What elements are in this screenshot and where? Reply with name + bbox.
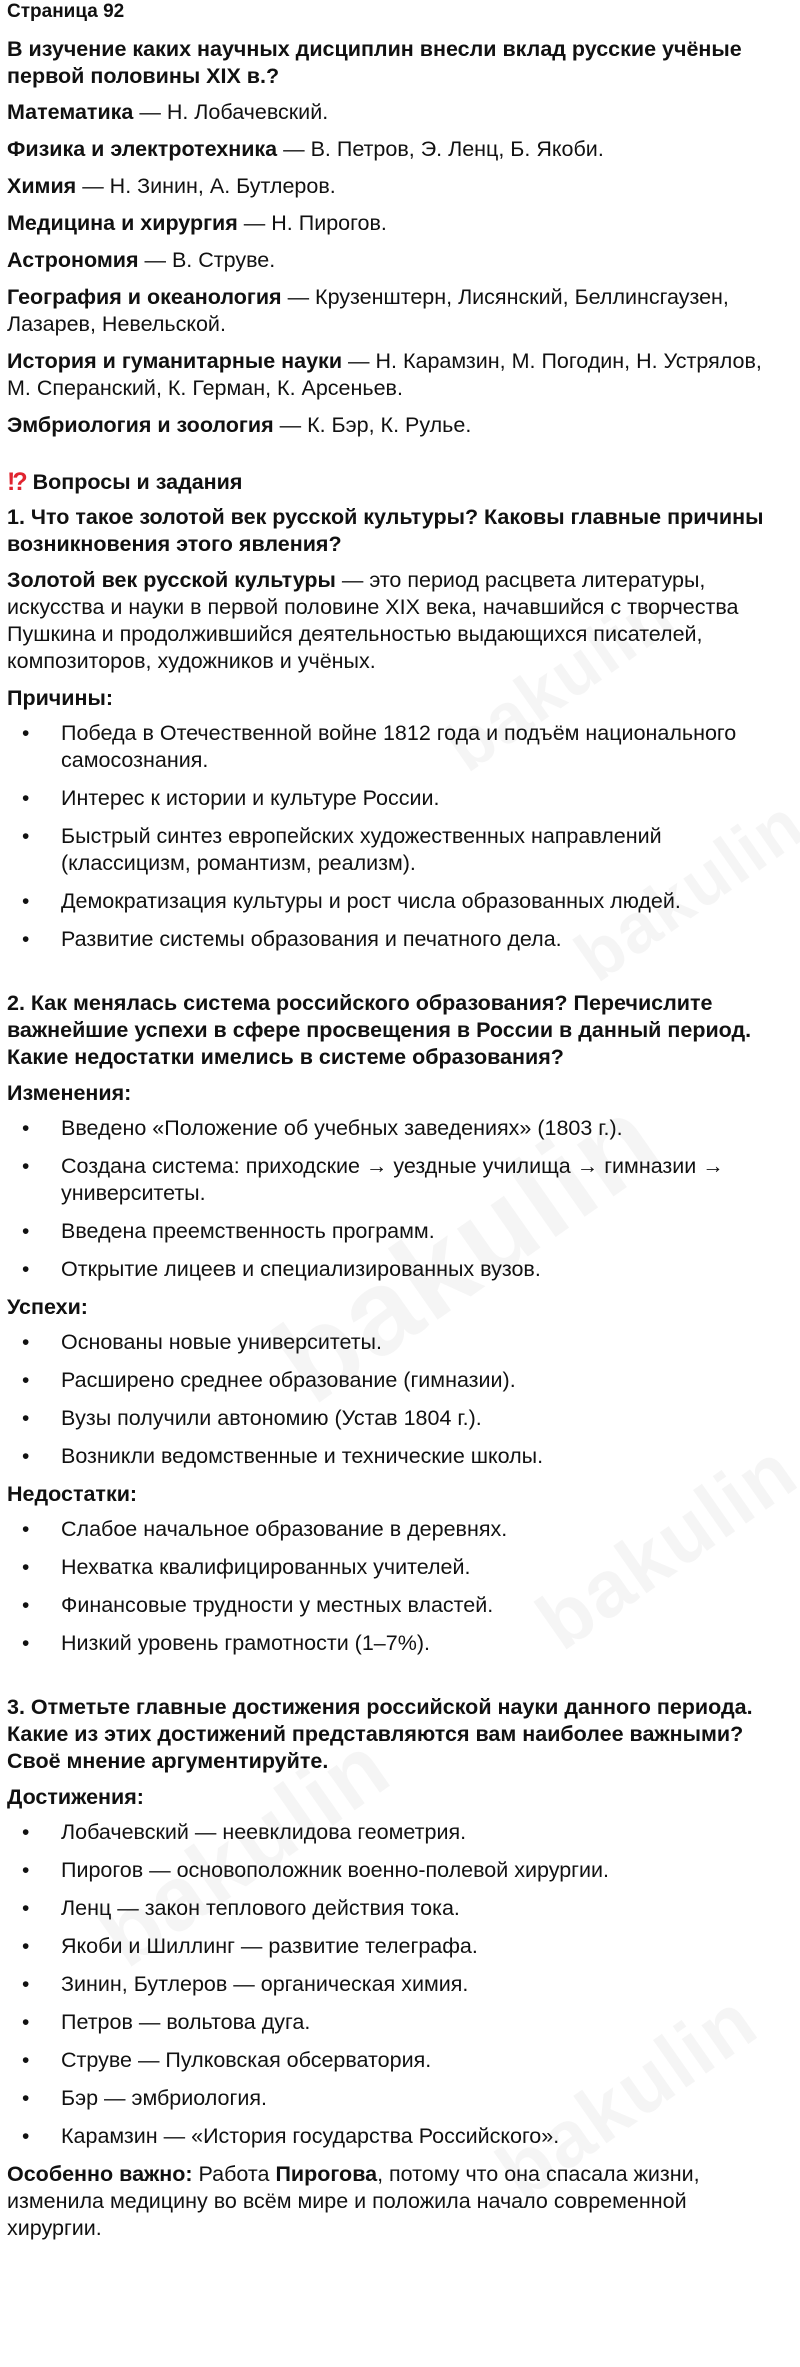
discipline-term: Физика и электротехника (7, 137, 278, 161)
list-item: • Демократизация культуры и рост числа образованных людей. (7, 888, 786, 915)
list-item: • Пирогов — основоположник военно-полевой хирургии. (7, 1857, 786, 1884)
answer-1-term: Золотой век русской культуры (7, 568, 336, 592)
question-1: 1. Что такое золотой век русской культуры? Каковы главные причины возникновения этого явления? (7, 505, 764, 556)
spacer (7, 1668, 786, 1694)
spacer (7, 964, 786, 990)
list-item: • Развитие системы образования и печатного дела. (7, 926, 786, 953)
important-name: Пирогова (275, 2162, 378, 2186)
discipline-term: Астрономия (7, 248, 139, 272)
list-item: • Петров — вольтова дуга. (7, 2009, 786, 2036)
list-item: • Нехватка квалифицированных учителей. (7, 1554, 786, 1581)
discipline-scientists: — Н. Зинин, А. Бутлеров. (76, 174, 336, 198)
intro-question: В изучение каких научных дисциплин внесли вклад русские учёные первой половины XIX в.? (7, 37, 742, 88)
list-item: • Слабое начальное образование в деревнях. (7, 1516, 786, 1543)
list-item: • Создана система: приходские → уездные училища → гимназии → университеты. (7, 1153, 786, 1207)
causes-list (7, 720, 786, 953)
question-2: 2. Как менялась система российского образования? Перечислите важнейшие успехи в сфере просвещения в России в данный период. Какие недостатки имелись в системе образования? (7, 991, 752, 1069)
changes-list (7, 1115, 786, 1283)
discipline-scientists: — Н. Пирогов. (237, 211, 387, 235)
list-item: • Быстрый синтез европейских художественных направлений (классицизм, романтизм, реализм). (7, 823, 786, 877)
list-item: • Введено «Положение об учебных заведениях» (1803 г.). (7, 1115, 786, 1142)
list-item: • Открытие лицеев и специализированных вузов. (7, 1256, 786, 1283)
list-item: • Ленц — закон теплового действия тока. (7, 1895, 786, 1922)
discipline-term: История и гуманитарные науки (7, 349, 343, 373)
list-item: • Основаны новые университеты. (7, 1329, 786, 1356)
list-item: • Введена преемственность программ. (7, 1218, 786, 1245)
discipline-entry (7, 173, 786, 200)
page-number-label: Страница 92 (7, 1, 125, 22)
answer-1 (7, 567, 786, 675)
list-item: • Зинин, Бутлеров — органическая химия. (7, 1971, 786, 1998)
discipline-entry (7, 348, 786, 402)
list-item: • Вузы получили автономию (Устав 1804 г.). (7, 1405, 786, 1432)
discipline-term: Эмбриология и зоология (7, 413, 274, 437)
discipline-scientists: — Н. Карамзин, М. Погодин, Н. Устрялов, М. Сперанский, К. Герман, К. Арсеньев. (7, 349, 762, 400)
discipline-scientists: — К. Бэр, К. Рулье. (273, 413, 472, 437)
important-pre: Работа (192, 2162, 276, 2186)
list-item: • Лобачевский — неевклидова геометрия. (7, 1819, 786, 1846)
discipline-scientists: — Крузенштерн, Лисянский, Беллинсгаузен, Лазарев, Невельской. (7, 285, 729, 336)
section-header (7, 469, 786, 496)
discipline-term: Математика (7, 100, 134, 124)
discipline-term: Медицина и хирургия (7, 211, 238, 235)
discipline-scientists: — В. Струве. (138, 248, 276, 272)
list-item: • Возникли ведомственные и технические школы. (7, 1443, 786, 1470)
list-item: • Низкий уровень грамотности (1–7%). (7, 1630, 786, 1657)
successes-heading: Успехи: (7, 1295, 88, 1319)
exclamation-question-icon: !? (7, 468, 25, 496)
discipline-scientists: — В. Петров, Э. Ленц, Б. Якоби. (277, 137, 604, 161)
changes-heading: Изменения: (7, 1081, 132, 1105)
list-item: • Интерес к истории и культуре России. (7, 785, 786, 812)
flaws-list (7, 1516, 786, 1657)
discipline-scientists: — Н. Лобачевский. (133, 100, 329, 124)
important-label: Особенно важно: (7, 2162, 193, 2186)
list-item: • Победа в Отечественной войне 1812 года и подъём национального самосознания. (7, 720, 786, 774)
list-item: • Якоби и Шиллинг — развитие телеграфа. (7, 1933, 786, 1960)
important-post: , потому что она спасала жизни, изменила медицину во всём мире и положила начало современной хирургии. (7, 2162, 700, 2240)
discipline-term: География и океанология (7, 285, 282, 309)
achievements-list (7, 1819, 786, 2150)
list-item: • Финансовые трудности у местных властей. (7, 1592, 786, 1619)
question-3: 3. Отметьте главные достижения российской науки данного периода. Какие из этих достижений представляются вам наиболее важными? Своё мнение аргументируйте. (7, 1695, 753, 1773)
discipline-entry (7, 247, 786, 274)
list-item: • Карамзин — «История государства Российского». (7, 2123, 786, 2150)
causes-heading: Причины: (7, 686, 114, 710)
section-title: Вопросы и задания (32, 470, 243, 494)
discipline-entry (7, 284, 786, 338)
flaws-heading: Недостатки: (7, 1482, 138, 1506)
discipline-entry (7, 136, 786, 163)
discipline-entry (7, 412, 786, 439)
discipline-entry (7, 210, 786, 237)
list-item: • Расширено среднее образование (гимназии). (7, 1367, 786, 1394)
discipline-term: Химия (7, 174, 77, 198)
list-item: • Струве — Пулковская обсерватория. (7, 2047, 786, 2074)
successes-list (7, 1329, 786, 1470)
list-item: • Бэр — эмбриология. (7, 2085, 786, 2112)
achievements-heading: Достижения: (7, 1785, 144, 1809)
discipline-entry (7, 99, 786, 126)
answer-1-text: — это период расцвета литературы, искусства и науки в первой половине XIX века, начавшийся с творчества Пушкина и продолжившийся деятельностью выдающихся писателей, композиторов, художников и учёных. (7, 568, 739, 673)
important-note (7, 2161, 786, 2242)
